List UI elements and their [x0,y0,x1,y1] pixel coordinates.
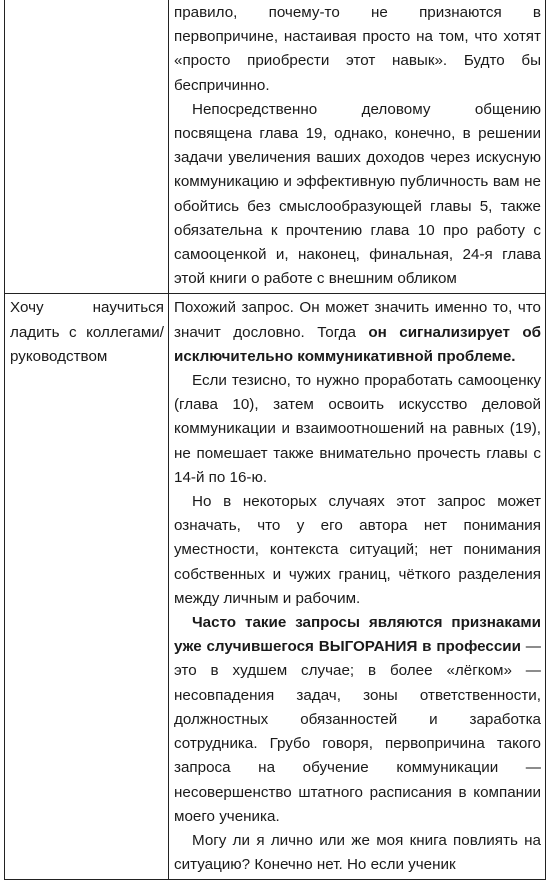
bold-text: он сигнализирует об исключительно коммуникативной проблеме. [174,323,541,365]
content-table [4,0,546,880]
bold-text: Часто такие запросы являются признаками уже случившегося ВЫГОРАНИЯ в профессии [174,614,541,656]
paragraph-text: Похожий запрос. Он может значить именно то, что значит дословно. Тогда [174,299,541,341]
paragraph [174,296,541,369]
paragraph: Могу ли я лично или же моя книга повлиять на ситуацию? Конечно нет. Но если ученик [174,831,541,874]
paragraph: правило, почему-то не признаются в первопричине, настаивая просто на том, что хотят «просто приобрести этот навык». Будто бы беспричинно. [174,4,541,94]
paragraph: Но в некоторых случаях этот запрос может означать, что у его автора нет понимания уместности, контекста ситуаций; нет понимания собственных и чужих границ, чёткого разделения между личным и рабочим. [174,493,541,607]
row-2-right-cell [169,294,546,880]
row-1-right-cell [169,0,546,294]
paragraph-text: — это в худшем случае; в более «лёгком» — несовпадения задач, зоны ответственности, должностных обязанностей и заработка сотрудника. Грубо говоря, первопричина такого запроса на обучение коммуникации — несовершенство штатного расписания в компании моего ученика. [174,638,541,825]
paragraph: Если тезисно, то нужно проработать самооценку (глава 10), затем освоить искусство деловой коммуникации и взаимоотношений на равных (19), не помешает также внимательно прочесть главы с 14-й по 16-ю. [174,372,541,486]
row-1-left-cell [5,0,169,294]
paragraph: Непосредственно деловому общению посвящена глава 19, однако, конечно, в решении задачи увеличения ваших доходов через искусную коммуникацию и эффективную публичность вам не обойтись без смыслообразующей главы 5, также обязательна к прочтению глава 10 про работу с самооценкой и, наконец, финальная, 24-я глава этой книги о работе с внешним обликом [174,100,541,288]
paragraph [174,611,541,829]
row-2-left-cell: Хочу научиться ладить с коллегами/ руководством [5,294,169,880]
table-row [5,294,546,880]
table-row [5,0,546,294]
